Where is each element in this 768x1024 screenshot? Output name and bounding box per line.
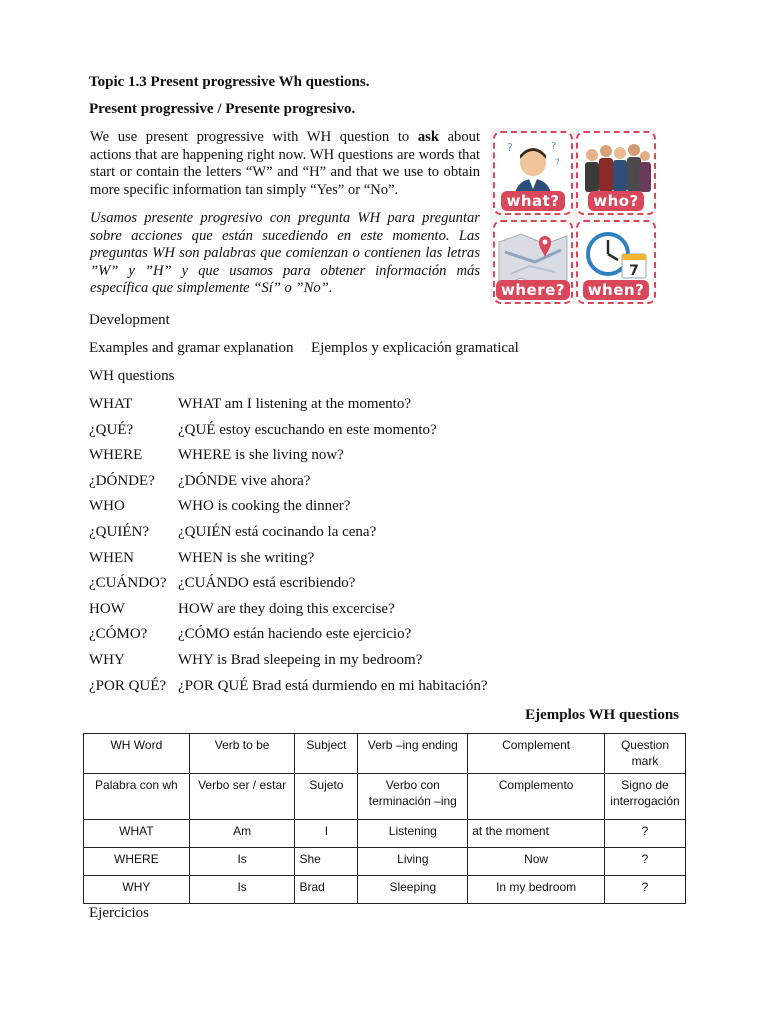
wh-example: ¿DÓNDE vive ahora? <box>178 473 311 489</box>
table-header-cell: Palabra con wh <box>84 774 190 820</box>
wh-word: ¿POR QUÉ? <box>89 678 167 694</box>
wh-example: ¿QUÉ estoy escuchando en este momento? <box>178 422 437 438</box>
wh-example: WHEN is she writing? <box>178 550 315 566</box>
table-cell: at the moment <box>468 820 605 848</box>
table-cell: In my bedroom <box>468 876 605 904</box>
table-header-cell: Verbo ser / estar <box>189 774 295 820</box>
table-header-cell: Verbo con terminación –ing <box>358 774 468 820</box>
intro-spanish-paragraph: Usamos presente progresivo con pregunta WH para preguntar sobre acciones que están sucediendo en este momento. Las preguntas WH son palabras que comienzan o contienen las letras ”W” y ”H” y que usamos para obtener información más específica que simplemente “Sí” o ”No”. <box>90 210 480 296</box>
wh-example: ¿POR QUÉ Brad está durmiendo en mi habitación? <box>178 678 488 694</box>
table-header-cell: Verb to be <box>189 734 295 774</box>
table-cell: ? <box>604 848 685 876</box>
table-header-cell: Question mark <box>604 734 685 774</box>
table-cell: She <box>295 848 358 876</box>
table-header-cell: Subject <box>295 734 358 774</box>
intro-en-bold-word: ask <box>417 129 439 145</box>
wh-word: ¿CÓMO? <box>89 626 148 642</box>
table-cell: Listening <box>358 820 468 848</box>
table-cell: Is <box>189 848 295 876</box>
wh-word: ¿DÓNDE? <box>89 473 155 489</box>
table-cell: WHY <box>84 876 190 904</box>
table-cell: ? <box>604 820 685 848</box>
intro-en-text-1: We use present progressive with WH question to <box>90 129 418 145</box>
table-cell: WHAT <box>84 820 190 848</box>
wh-word: ¿QUIÉN? <box>89 524 149 540</box>
svg-text:?: ? <box>507 141 513 154</box>
table-header-cell: Sujeto <box>295 774 358 820</box>
intro-english-paragraph <box>90 129 480 199</box>
table-header-cell: Complemento <box>468 774 605 820</box>
svg-text:?: ? <box>555 158 560 168</box>
wh-word: WHAT <box>89 396 133 412</box>
who-tile <box>576 131 656 215</box>
svg-text:?: ? <box>551 141 557 152</box>
table-cell: Is <box>189 876 295 904</box>
table-cell: ? <box>604 876 685 904</box>
table-header-cell: Complement <box>468 734 605 774</box>
development-heading: Development <box>89 312 170 328</box>
table-header-cell: WH Word <box>84 734 190 774</box>
table-row <box>84 876 686 904</box>
wh-word: WHEN <box>89 550 134 566</box>
table-title: Ejemplos WH questions <box>525 707 679 723</box>
who-label: who? <box>588 191 644 211</box>
table-cell: Now <box>468 848 605 876</box>
table-cell: Am <box>189 820 295 848</box>
wh-example: ¿CÓMO están haciendo este ejercicio? <box>178 626 412 642</box>
examples-heading-en: Examples and gramar explanation <box>89 340 294 356</box>
table-header-cell: Verb –ing ending <box>358 734 468 774</box>
topic-title: Topic 1.3 Present progressive Wh questions. <box>89 74 370 90</box>
table-header-cell: Signo de interrogación <box>604 774 685 820</box>
calendar-day-number: 7 <box>629 263 639 279</box>
table-cell: WHERE <box>84 848 190 876</box>
wh-word: ¿CUÁNDO? <box>89 575 167 591</box>
wh-example: WHERE is she living now? <box>178 447 344 463</box>
wh-example: WHO is cooking the dinner? <box>178 498 351 514</box>
wh-example: HOW are they doing this excercise? <box>178 601 395 617</box>
what-tile <box>493 131 573 215</box>
wh-illustration <box>490 128 656 304</box>
table-cell: Brad <box>295 876 358 904</box>
when-label: when? <box>583 280 650 300</box>
where-label: where? <box>496 280 570 300</box>
table-cell: I <box>295 820 358 848</box>
exercises-heading: Ejercicios <box>89 905 149 921</box>
table-header-row-es <box>84 774 686 820</box>
wh-word: ¿QUÉ? <box>89 422 134 438</box>
table-row <box>84 848 686 876</box>
wh-example: ¿QUIÉN está cocinando la cena? <box>178 524 377 540</box>
wh-examples-table <box>83 733 686 904</box>
wh-word: WHY <box>89 652 125 668</box>
wh-word: WHERE <box>89 447 143 463</box>
examples-heading-es: Ejemplos y explicación gramatical <box>311 340 519 356</box>
table-cell: Sleeping <box>358 876 468 904</box>
what-label: what? <box>501 191 564 211</box>
section-subtitle: Present progressive / Presente progresivo. <box>89 101 356 117</box>
wh-questions-label: WH questions <box>89 368 175 384</box>
intro-en-text-2: about actions that are happening right now. WH questions are words that start or contain the letters “W” and “H” and that we use to obtain more specific information tan simply “Yes” or “No”. <box>90 129 480 198</box>
table-row <box>84 820 686 848</box>
table-header-row-en <box>84 734 686 774</box>
table-cell: Living <box>358 848 468 876</box>
wh-word: HOW <box>89 601 125 617</box>
wh-example: ¿CUÁNDO está escribiendo? <box>178 575 356 591</box>
where-tile <box>493 220 573 304</box>
wh-example: WHY is Brad sleepeing in my bedroom? <box>178 652 423 668</box>
wh-example: WHAT am I listening at the momento? <box>178 396 412 412</box>
wh-word: WHO <box>89 498 125 514</box>
when-tile <box>576 220 656 304</box>
